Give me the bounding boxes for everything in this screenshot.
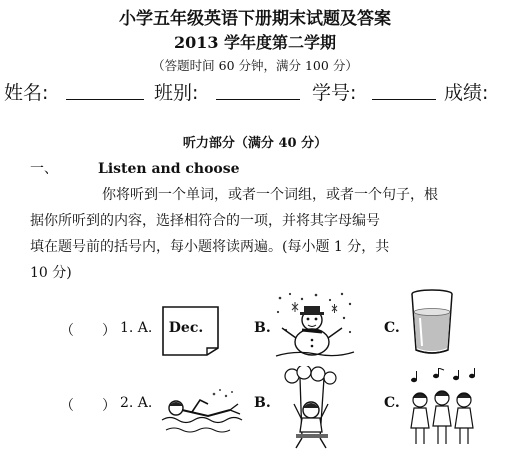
instruction-line: 10 分) bbox=[30, 265, 72, 281]
option-c-q1: C. bbox=[384, 320, 400, 336]
glass-of-water-icon bbox=[406, 288, 458, 358]
instruction-line: 你将听到一个单词，或者一个词组，或者一个句子，根 bbox=[102, 187, 438, 203]
calendar-text: Dec. bbox=[168, 320, 204, 336]
option-c-q2: C. bbox=[384, 395, 400, 411]
snowman-icon bbox=[272, 290, 356, 360]
exam-note: （答题时间 60 分钟，满分 100 分） bbox=[152, 58, 358, 73]
name-blank[interactable] bbox=[66, 99, 144, 100]
answer-bracket-q1[interactable]: （ ） bbox=[60, 323, 116, 339]
music-notes-icon bbox=[411, 368, 475, 382]
instruction-line: 填在题号前的括号内，每小题将读两遍。(每小题 1 分，共 bbox=[30, 239, 390, 255]
option-b-q1: B. bbox=[254, 320, 271, 336]
listening-section-heading: 听力部分（满分 40 分） bbox=[182, 136, 328, 151]
part-number: 一、 bbox=[30, 161, 58, 177]
score-label: 成绩: bbox=[444, 82, 489, 104]
exam-year: 2013 学年度第二学期 bbox=[173, 33, 337, 52]
instruction-line: 据你所听到的内容，选择相符合的一项，并将其字母编号 bbox=[30, 213, 380, 229]
name-label: 姓名: bbox=[4, 82, 49, 104]
question-number-q1: 1. A. bbox=[120, 320, 153, 336]
class-label: 班别: bbox=[154, 82, 199, 104]
id-blank[interactable] bbox=[372, 99, 436, 100]
option-b-q2: B. bbox=[254, 395, 271, 411]
student-info-row bbox=[4, 78, 506, 104]
question-number-q2: 2. A. bbox=[120, 395, 153, 411]
calendar-page-icon bbox=[160, 304, 222, 358]
class-blank[interactable] bbox=[216, 99, 300, 100]
swinging-child-icon bbox=[272, 366, 352, 450]
exam-title: 小学五年级英语下册期末试题及答案 bbox=[119, 9, 391, 29]
singing-girls-icon bbox=[404, 368, 480, 450]
id-label: 学号: bbox=[312, 82, 357, 104]
part-heading bbox=[30, 158, 240, 178]
swimming-child-icon bbox=[160, 380, 244, 436]
part-title: Listen and choose bbox=[98, 161, 240, 177]
answer-bracket-q2[interactable]: （ ） bbox=[60, 398, 116, 414]
